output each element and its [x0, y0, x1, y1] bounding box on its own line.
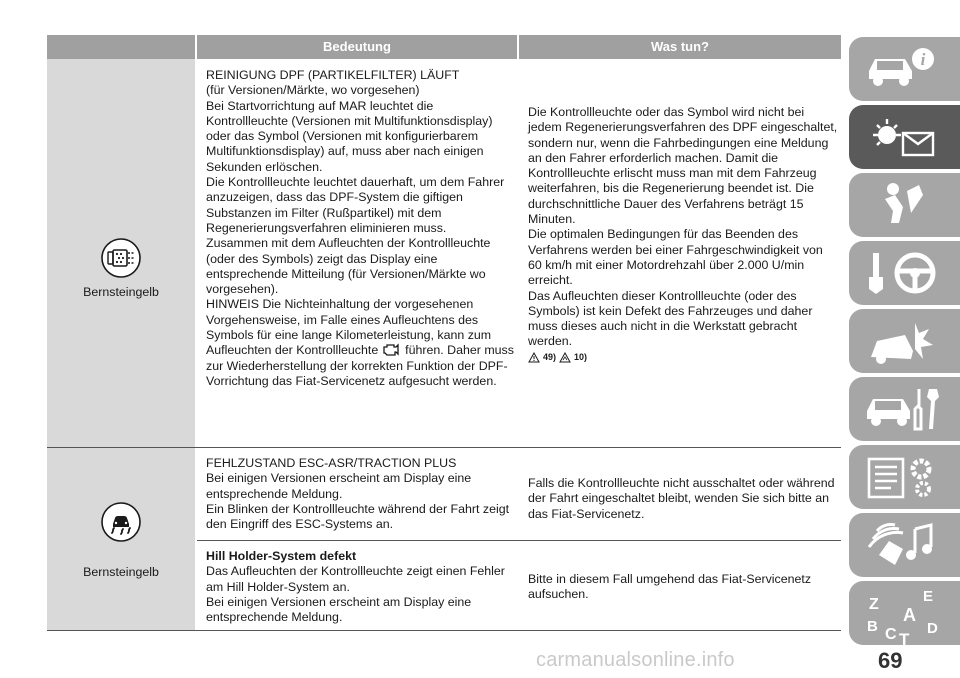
- action-paragraph: Die optimalen Bedingungen für das Beenden des Verfahrens werden bei einer Fahrgeschwindigkeit von 60 km/h mit einer Motordrehzahl über 2.000 U/min erreicht.: [528, 227, 823, 288]
- index-letter: A: [903, 605, 916, 625]
- tab-maintenance[interactable]: [849, 377, 960, 441]
- meaning-paragraph: Das Aufleuchten der Kontrollleuchte zeigt einen Fehler am Hill Holder-System an.: [206, 564, 505, 594]
- warning-triangle-icon: [528, 352, 540, 363]
- esc-skid-icon: [101, 502, 141, 542]
- meaning-cell-esc: [206, 456, 518, 532]
- watermark: carmanualsonline.info: [536, 649, 735, 671]
- key-steering-wheel-icon: [863, 247, 943, 299]
- tab-warning-lights[interactable]: [849, 105, 960, 169]
- dpf-filter-icon: [101, 238, 141, 278]
- meaning-title: FEHLZUSTAND ESC-ASR/TRACTION PLUS: [206, 456, 457, 470]
- radio-music-icon: [863, 519, 943, 571]
- lamp-cell-esc: [47, 448, 195, 630]
- tab-multimedia[interactable]: [849, 513, 960, 577]
- car-crash-icon: [863, 315, 943, 367]
- subrow-divider: [197, 540, 841, 541]
- tab-safety[interactable]: [849, 173, 960, 237]
- index-letter: C: [885, 626, 897, 643]
- lamp-cell-dpf: [47, 59, 195, 447]
- meaning-title: REINIGUNG DPF (PARTIKELFILTER) LÄUFT: [206, 68, 460, 82]
- meaning-paragraph: Bei Startvorrichtung auf MAR leuchtet die Kontrollleuchte (Versionen mit Multifunktionsdisplay) oder das Symbol (Versionen mit konfigurierbarem Multifunktionsdisplay) auf, muss aber nach einigen Sekunden erlöschen.: [206, 98, 493, 174]
- action-paragraph: Bitte in diesem Fall umgehend das Fiat-Servicenetz aufsuchen.: [528, 572, 812, 602]
- action-paragraph: Die Kontrollleuchte oder das Symbol wird nicht bei jedem Regenerierungsverfahren des DPF eingeschaltet, sondern nur, wenn die Fahrbedingungen eine Meldung an den Fahrer erforderlich machen. Damit die Kontrollleuchte erlischt muss man mit dem Fahrzeug weiterfahren, bis die Regenerierung beendet ist. Die durchschnittliche Dauer des Verfahrens beträgt 15 Minuten.: [528, 105, 838, 227]
- meaning-cell-hill-holder: [206, 549, 518, 625]
- page-number: 69: [878, 648, 903, 673]
- car-tools-icon: [863, 383, 943, 435]
- car-info-icon: [863, 43, 943, 95]
- header-action: Was tun?: [519, 35, 841, 59]
- action-paragraph: Das Aufleuchten dieser Kontrollleuchte (oder des Symbols) ist kein Defekt des Fahrzeuges und daher muss dieses auch nicht in die Werkstatt gebracht werden.: [528, 288, 813, 349]
- tab-car-info[interactable]: [849, 37, 960, 101]
- action-paragraph: Falls die Kontrollleuchte nicht ausschaltet oder während der Fahrt eingeschaltet bleibt, wenden Sie sich bitte an das Fiat-Servicenetz.: [528, 476, 835, 521]
- tab-technical-data[interactable]: [849, 445, 960, 509]
- action-cell-hill-holder: [528, 572, 840, 603]
- svg-text:i: i: [920, 50, 926, 69]
- warning-references: [528, 350, 587, 365]
- seat-airbag-icon: [863, 179, 943, 231]
- header-meaning: Bedeutung: [197, 35, 517, 59]
- lamp-color-label: Bernsteingelb: [83, 565, 159, 579]
- meaning-paragraph: Bei einigen Versionen erscheint am Display eine entsprechende Meldung.: [206, 594, 472, 625]
- meaning-note: [206, 297, 518, 389]
- header-lamp-column: [47, 35, 195, 59]
- action-cell-esc: [528, 476, 840, 522]
- tab-index[interactable]: [849, 581, 960, 645]
- meaning-paragraph: Die Kontrollleuchte leuchtet dauerhaft, um dem Fahrer anzuzeigen, dass das DPF-System die giftigen Substanzen im Filter (Rußpartikel) mit dem Regenerierungsverfahren eliminieren muss.: [206, 175, 505, 235]
- warning-light-message-icon: [863, 111, 943, 163]
- index-letter: Z: [869, 596, 879, 613]
- note-ref: 10): [574, 351, 588, 362]
- warning-ref: 49): [543, 351, 557, 362]
- meaning-cell-dpf: [206, 68, 518, 389]
- tab-emergency[interactable]: [849, 309, 960, 373]
- list-gear-icon: [863, 451, 943, 503]
- index-letters-icon: [863, 587, 943, 645]
- note-text: führen. Daher muss zur Wiederherstellung der korrekten Funktion der DPF-Vorrichtung das Fiat-Servicenetz aufgesucht werden.: [206, 343, 514, 388]
- index-letter: D: [927, 620, 938, 637]
- meaning-paragraph: Bei einigen Versionen erscheint am Display eine entsprechende Meldung.: [206, 471, 472, 501]
- meaning-paragraph: Ein Blinken der Kontrollleuchte während der Fahrt zeigt den Eingriff des ESC-Systems an.: [206, 501, 510, 532]
- lamp-color-label: Bernsteingelb: [83, 285, 159, 299]
- note-triangle-icon: [559, 352, 571, 363]
- tab-start-driving[interactable]: [849, 241, 960, 305]
- index-letter: E: [923, 588, 934, 605]
- engine-check-icon: [382, 343, 402, 356]
- meaning-title: Hill Holder-System defekt: [206, 549, 357, 563]
- action-cell-dpf: [528, 105, 840, 367]
- meaning-line: (für Versionen/Märkte, wo vorgesehen): [206, 83, 420, 98]
- index-letter: T: [899, 630, 910, 645]
- row-divider: [47, 630, 841, 631]
- meaning-paragraph: Zusammen mit dem Aufleuchten der Kontrollleuchte (oder des Symbols) zeigt das Display eine entsprechende Mitteilung (für Versionen/Märkte wo vorgesehen).: [206, 236, 491, 297]
- note-text: HINWEIS Die Nichteinhaltung der vorgesehenen Vorgehensweise, im Falle eines Aufleuchtens des Symbols für eine lange Kilometerleistung, kann zum Aufleuchten der Kontrollleuchte: [206, 297, 492, 358]
- index-letter: B: [867, 618, 878, 635]
